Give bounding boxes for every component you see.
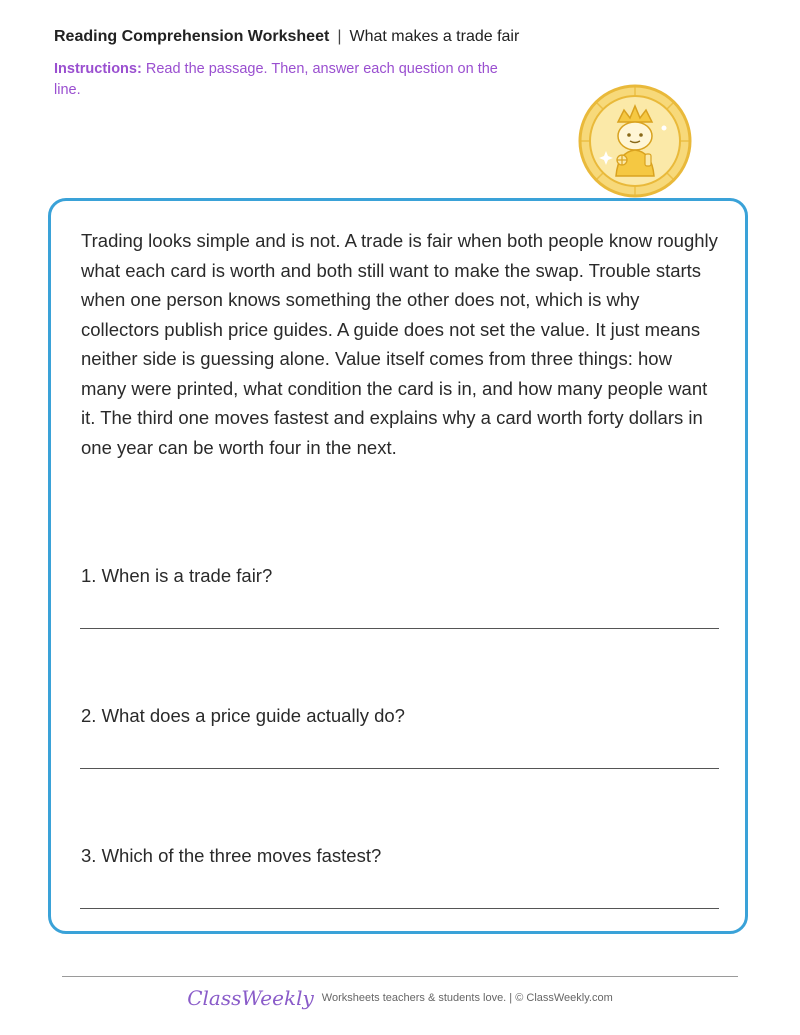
- header-separator: |: [337, 28, 342, 45]
- answer-line-3[interactable]: [80, 908, 719, 909]
- brand-logo: ClassWeekly: [187, 986, 314, 1010]
- question-3: 3. Which of the three moves fastest?: [81, 845, 382, 866]
- footer-tagline: Worksheets teachers & students love. | © ClassWeekly.com: [321, 992, 613, 1004]
- answer-line-2[interactable]: [80, 768, 719, 769]
- instructions-text: Read the passage. Then, answer each question on the line.: [54, 61, 498, 98]
- crowned-character-coin-icon: [578, 84, 692, 198]
- question-2: 2. What does a price guide actually do?: [81, 705, 405, 726]
- question-1: 1. When is a trade fair?: [81, 565, 273, 586]
- footer: [0, 986, 800, 1010]
- answer-line-1[interactable]: [80, 628, 719, 629]
- worksheet-topic: What makes a trade fair: [349, 28, 520, 45]
- reading-passage: Trading looks simple and is not. A trade is fair when both people know roughly what each card is worth and both still want to make the swap. Trouble starts when one person knows something the other does not, which is why collectors publish price guides. A guide does not set the value. It just means neither side is guessing alone. Value itself comes from three things: how many were printed, what condition the card is in, and how many people want it. The third one moves fastest and explains why a card worth forty dollars in one year can be worth four in the next.: [81, 230, 718, 458]
- instructions-label: Instructions:: [54, 61, 142, 77]
- footer-divider: [62, 976, 738, 977]
- instructions: [54, 59, 524, 101]
- worksheet-title: Reading Comprehension Worksheet: [54, 28, 330, 45]
- worksheet-header: [54, 28, 519, 46]
